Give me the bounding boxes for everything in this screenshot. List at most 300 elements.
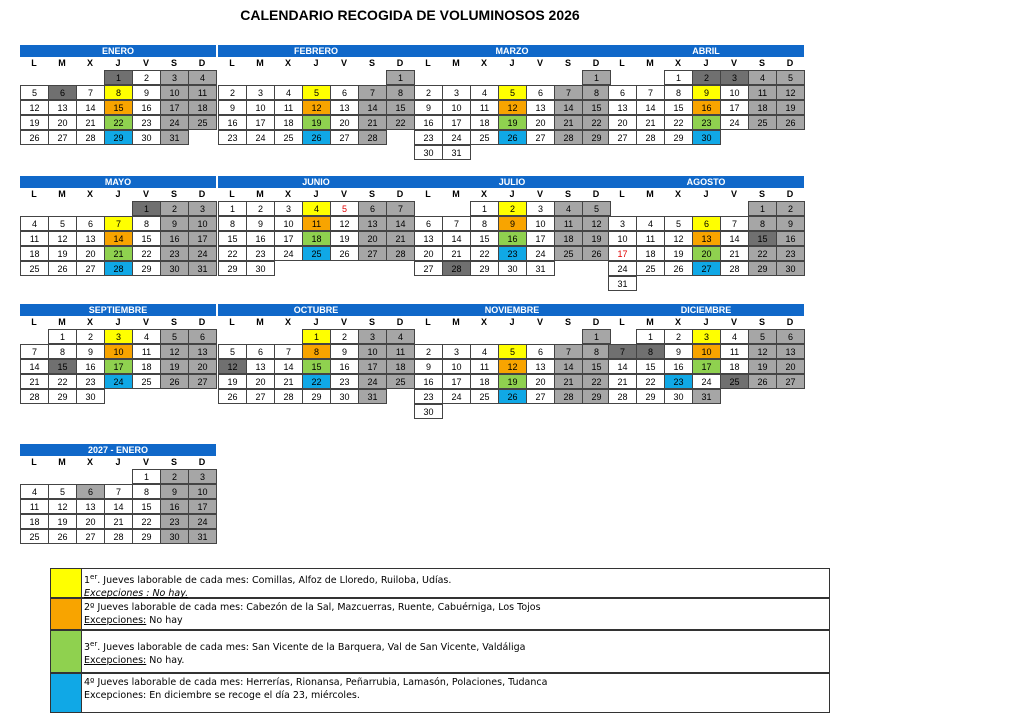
day-cell: 30 xyxy=(776,261,805,276)
day-cell: 4 xyxy=(636,216,665,231)
day-cell: 17 xyxy=(358,359,387,374)
day-cell: 18 xyxy=(188,100,217,115)
day-cell: 7 xyxy=(554,344,583,359)
day-cell: 31 xyxy=(358,389,387,404)
day-cell: 28 xyxy=(358,130,387,145)
weekday-label: X xyxy=(86,457,93,467)
weekday-label: D xyxy=(786,189,794,199)
day-cell: 6 xyxy=(76,484,105,499)
day-cell: 12 xyxy=(302,100,331,115)
day-cell: 12 xyxy=(218,359,247,374)
month-header: MARZO xyxy=(414,45,610,57)
month-header: ENERO xyxy=(20,45,216,57)
day-cell: 26 xyxy=(160,374,189,389)
day-cell: 23 xyxy=(692,115,721,130)
day-cell: 2 xyxy=(330,329,359,344)
weekday-label: V xyxy=(730,189,737,199)
weekday-label: X xyxy=(480,58,487,68)
day-cell: 15 xyxy=(302,359,331,374)
day-cell: 16 xyxy=(132,100,161,115)
day-cell: 5 xyxy=(48,484,77,499)
day-cell: 31 xyxy=(526,261,555,276)
day-cell: 28 xyxy=(608,389,637,404)
legend-exceptions: Excepciones: No hay xyxy=(84,615,183,626)
day-cell: 15 xyxy=(636,359,665,374)
day-cell: 19 xyxy=(582,231,611,246)
legend-swatch xyxy=(51,569,82,597)
day-cell: 17 xyxy=(246,115,275,130)
weekday-label: X xyxy=(480,189,487,199)
day-cell: 29 xyxy=(48,389,77,404)
day-cell: 28 xyxy=(76,130,105,145)
day-cell: 3 xyxy=(188,469,217,484)
day-cell: 3 xyxy=(246,85,275,100)
day-cell: 5 xyxy=(664,216,693,231)
day-cell: 21 xyxy=(104,246,133,261)
day-cell: 20 xyxy=(48,115,77,130)
day-cell: 3 xyxy=(608,216,637,231)
day-cell: 18 xyxy=(20,514,49,529)
day-cell: 6 xyxy=(776,329,805,344)
day-cell: 6 xyxy=(358,201,387,216)
day-cell: 26 xyxy=(776,115,805,130)
day-cell: 7 xyxy=(442,216,471,231)
day-cell: 30 xyxy=(498,261,527,276)
weekday-label: M xyxy=(646,58,654,68)
day-cell: 4 xyxy=(554,201,583,216)
weekday-label: L xyxy=(619,58,625,68)
day-cell: 6 xyxy=(76,216,105,231)
day-cell: 25 xyxy=(274,130,303,145)
day-cell: 3 xyxy=(442,85,471,100)
weekday-label: X xyxy=(674,189,681,199)
day-cell: 18 xyxy=(720,359,749,374)
weekday-label: S xyxy=(758,58,765,68)
day-cell: 2 xyxy=(414,344,443,359)
day-cell: 8 xyxy=(582,85,611,100)
day-cell: 2 xyxy=(414,85,443,100)
day-cell: 30 xyxy=(414,145,443,160)
day-cell: 21 xyxy=(636,115,665,130)
weekday-label: V xyxy=(730,317,737,327)
weekday-label: M xyxy=(646,189,654,199)
day-cell: 14 xyxy=(358,100,387,115)
day-cell: 20 xyxy=(776,359,805,374)
day-cell: 17 xyxy=(442,374,471,389)
day-cell: 28 xyxy=(554,389,583,404)
weekday-label: M xyxy=(452,189,460,199)
day-cell: 8 xyxy=(636,344,665,359)
day-cell: 12 xyxy=(498,359,527,374)
day-cell: 19 xyxy=(664,246,693,261)
day-cell: 21 xyxy=(442,246,471,261)
day-cell: 7 xyxy=(20,344,49,359)
day-cell: 16 xyxy=(160,231,189,246)
day-cell: 16 xyxy=(330,359,359,374)
day-cell: 26 xyxy=(748,374,777,389)
weekday-label: M xyxy=(452,317,460,327)
day-cell: 3 xyxy=(358,329,387,344)
day-cell: 11 xyxy=(188,85,217,100)
month-header: OCTUBRE xyxy=(218,304,414,316)
day-cell: 21 xyxy=(358,115,387,130)
day-cell: 29 xyxy=(218,261,247,276)
day-cell: 23 xyxy=(330,374,359,389)
day-cell: 26 xyxy=(48,261,77,276)
day-cell: 28 xyxy=(104,261,133,276)
day-cell: 9 xyxy=(414,100,443,115)
day-cell: 16 xyxy=(218,115,247,130)
day-cell: 23 xyxy=(76,374,105,389)
weekday-label: S xyxy=(368,58,375,68)
weekday-label: D xyxy=(592,317,600,327)
day-cell: 15 xyxy=(582,100,611,115)
day-cell: 10 xyxy=(160,85,189,100)
day-cell: 11 xyxy=(720,344,749,359)
day-cell: 1 xyxy=(48,329,77,344)
day-cell: 1 xyxy=(582,329,611,344)
day-cell: 27 xyxy=(330,130,359,145)
day-cell: 20 xyxy=(246,374,275,389)
day-cell: 23 xyxy=(160,246,189,261)
day-cell: 19 xyxy=(48,514,77,529)
day-cell: 24 xyxy=(188,514,217,529)
day-cell: 26 xyxy=(664,261,693,276)
day-cell: 14 xyxy=(554,100,583,115)
day-cell: 13 xyxy=(526,100,555,115)
weekday-label: V xyxy=(142,58,149,68)
weekday-label: S xyxy=(170,189,177,199)
weekday-label: L xyxy=(425,317,431,327)
day-cell: 2 xyxy=(218,85,247,100)
day-cell: 12 xyxy=(582,216,611,231)
weekday-label: X xyxy=(86,317,93,327)
legend-description: 4º Jueves laborable de cada mes: Herrerías, Rionansa, Peñarrubia, Lamasón, Polaciones, Tudanca xyxy=(84,677,548,688)
day-cell: 12 xyxy=(776,85,805,100)
day-cell: 14 xyxy=(554,359,583,374)
weekday-label: J xyxy=(313,189,319,199)
day-cell: 13 xyxy=(414,231,443,246)
day-cell: 15 xyxy=(748,231,777,246)
day-cell: 4 xyxy=(470,344,499,359)
day-cell: 21 xyxy=(76,115,105,130)
day-cell: 5 xyxy=(582,201,611,216)
day-cell: 1 xyxy=(664,70,693,85)
day-cell: 13 xyxy=(692,231,721,246)
day-cell: 23 xyxy=(246,246,275,261)
day-cell: 9 xyxy=(246,216,275,231)
day-cell: 30 xyxy=(692,130,721,145)
day-cell: 20 xyxy=(608,115,637,130)
month-header: SEPTIEMBRE xyxy=(20,304,216,316)
day-cell: 29 xyxy=(132,261,161,276)
day-cell: 10 xyxy=(358,344,387,359)
day-cell: 25 xyxy=(20,261,49,276)
day-cell: 13 xyxy=(776,344,805,359)
day-cell: 10 xyxy=(692,344,721,359)
weekday-label: M xyxy=(256,189,264,199)
weekday-label: S xyxy=(564,58,571,68)
day-cell: 29 xyxy=(132,529,161,544)
weekday-label: L xyxy=(31,189,37,199)
day-cell: 17 xyxy=(526,231,555,246)
day-cell: 5 xyxy=(776,70,805,85)
day-cell: 9 xyxy=(330,344,359,359)
day-cell: 22 xyxy=(664,115,693,130)
day-cell: 10 xyxy=(442,100,471,115)
day-cell: 28 xyxy=(20,389,49,404)
day-cell: 3 xyxy=(104,329,133,344)
day-cell: 5 xyxy=(498,344,527,359)
weekday-label: L xyxy=(619,189,625,199)
day-cell: 16 xyxy=(498,231,527,246)
day-cell: 20 xyxy=(188,359,217,374)
weekday-label: J xyxy=(115,58,121,68)
day-cell: 17 xyxy=(692,359,721,374)
day-cell: 2 xyxy=(246,201,275,216)
weekday-label: D xyxy=(592,189,600,199)
day-cell: 29 xyxy=(582,389,611,404)
day-cell: 14 xyxy=(636,100,665,115)
day-cell: 30 xyxy=(330,389,359,404)
day-cell: 20 xyxy=(526,374,555,389)
day-cell: 22 xyxy=(582,115,611,130)
day-cell: 14 xyxy=(20,359,49,374)
day-cell: 9 xyxy=(160,484,189,499)
month-header: DICIEMBRE xyxy=(608,304,804,316)
weekday-label: X xyxy=(674,58,681,68)
weekday-label: V xyxy=(536,58,543,68)
day-cell: 7 xyxy=(386,201,415,216)
weekday-label: V xyxy=(730,58,737,68)
day-cell: 2 xyxy=(664,329,693,344)
day-cell: 7 xyxy=(720,216,749,231)
day-cell: 5 xyxy=(498,85,527,100)
day-cell: 4 xyxy=(302,201,331,216)
day-cell: 4 xyxy=(20,216,49,231)
day-cell: 29 xyxy=(302,389,331,404)
month-header: ABRIL xyxy=(608,45,804,57)
weekday-label: D xyxy=(198,58,206,68)
day-cell: 27 xyxy=(526,130,555,145)
day-cell: 8 xyxy=(582,344,611,359)
day-cell: 1 xyxy=(104,70,133,85)
legend-row xyxy=(50,598,830,630)
day-cell: 22 xyxy=(748,246,777,261)
day-cell: 12 xyxy=(664,231,693,246)
day-cell: 25 xyxy=(386,374,415,389)
day-cell: 6 xyxy=(188,329,217,344)
day-cell: 27 xyxy=(76,261,105,276)
day-cell: 1 xyxy=(470,201,499,216)
weekday-label: L xyxy=(229,189,235,199)
weekday-label: M xyxy=(58,189,66,199)
day-cell: 20 xyxy=(330,115,359,130)
day-cell: 13 xyxy=(608,100,637,115)
legend-exceptions: Excepciones : No hay. xyxy=(84,588,189,600)
day-cell: 18 xyxy=(636,246,665,261)
day-cell: 27 xyxy=(358,246,387,261)
month-header: FEBRERO xyxy=(218,45,414,57)
day-cell: 9 xyxy=(132,85,161,100)
legend-row xyxy=(50,568,830,598)
day-cell: 22 xyxy=(218,246,247,261)
day-cell: 7 xyxy=(104,216,133,231)
day-cell: 8 xyxy=(748,216,777,231)
weekday-label: L xyxy=(229,317,235,327)
day-cell: 31 xyxy=(608,276,637,291)
day-cell: 11 xyxy=(302,216,331,231)
weekday-label: D xyxy=(396,317,404,327)
weekday-label: X xyxy=(284,317,291,327)
day-cell: 3 xyxy=(720,70,749,85)
weekday-label: D xyxy=(198,457,206,467)
day-cell: 26 xyxy=(582,246,611,261)
day-cell: 28 xyxy=(104,529,133,544)
day-cell: 28 xyxy=(636,130,665,145)
day-cell: 8 xyxy=(132,484,161,499)
day-cell: 15 xyxy=(582,359,611,374)
day-cell: 7 xyxy=(358,85,387,100)
day-cell: 2 xyxy=(160,201,189,216)
day-cell: 4 xyxy=(132,329,161,344)
weekday-label: M xyxy=(256,58,264,68)
legend-exceptions: Excepciones: En diciembre se recoge el día 23, miércoles. xyxy=(84,690,360,701)
day-cell: 20 xyxy=(692,246,721,261)
legend-swatch xyxy=(51,674,82,712)
day-cell: 5 xyxy=(330,201,359,216)
day-cell: 20 xyxy=(526,115,555,130)
weekday-label: M xyxy=(58,457,66,467)
weekday-label: S xyxy=(368,189,375,199)
day-cell: 23 xyxy=(218,130,247,145)
day-cell: 24 xyxy=(720,115,749,130)
weekday-label: J xyxy=(509,317,515,327)
day-cell: 7 xyxy=(554,85,583,100)
day-cell: 24 xyxy=(608,261,637,276)
day-cell: 4 xyxy=(748,70,777,85)
day-cell: 1 xyxy=(302,329,331,344)
month-header: JUNIO xyxy=(218,176,414,188)
legend-swatch xyxy=(51,631,82,672)
day-cell: 13 xyxy=(76,231,105,246)
day-cell: 21 xyxy=(274,374,303,389)
day-cell: 11 xyxy=(470,100,499,115)
day-cell: 8 xyxy=(664,85,693,100)
day-cell: 31 xyxy=(160,130,189,145)
day-cell: 12 xyxy=(48,499,77,514)
day-cell: 16 xyxy=(414,374,443,389)
day-cell: 20 xyxy=(358,231,387,246)
day-cell: 3 xyxy=(160,70,189,85)
day-cell: 18 xyxy=(386,359,415,374)
day-cell: 14 xyxy=(274,359,303,374)
day-cell: 10 xyxy=(274,216,303,231)
day-cell: 3 xyxy=(442,344,471,359)
day-cell: 15 xyxy=(132,499,161,514)
day-cell: 1 xyxy=(582,70,611,85)
day-cell: 25 xyxy=(554,246,583,261)
day-cell: 10 xyxy=(246,100,275,115)
day-cell: 3 xyxy=(274,201,303,216)
day-cell: 27 xyxy=(692,261,721,276)
day-cell: 2 xyxy=(692,70,721,85)
day-cell: 19 xyxy=(498,374,527,389)
day-cell: 24 xyxy=(692,374,721,389)
day-cell: 15 xyxy=(386,100,415,115)
weekday-label: X xyxy=(480,317,487,327)
day-cell: 14 xyxy=(104,499,133,514)
weekday-label: J xyxy=(703,317,709,327)
day-cell: 22 xyxy=(302,374,331,389)
day-cell: 5 xyxy=(748,329,777,344)
weekday-label: S xyxy=(758,317,765,327)
day-cell: 25 xyxy=(748,115,777,130)
day-cell: 22 xyxy=(582,374,611,389)
weekday-label: J xyxy=(703,189,709,199)
weekday-label: L xyxy=(31,317,37,327)
day-cell: 5 xyxy=(20,85,49,100)
weekday-label: L xyxy=(31,58,37,68)
day-cell: 14 xyxy=(720,231,749,246)
day-cell: 22 xyxy=(132,514,161,529)
day-cell: 29 xyxy=(748,261,777,276)
day-cell: 2 xyxy=(132,70,161,85)
day-cell: 14 xyxy=(386,216,415,231)
weekday-label: S xyxy=(564,317,571,327)
day-cell: 6 xyxy=(414,216,443,231)
weekday-label: M xyxy=(256,317,264,327)
day-cell: 2 xyxy=(498,201,527,216)
legend-exceptions: Excepciones: No hay. xyxy=(84,655,185,667)
day-cell: 4 xyxy=(188,70,217,85)
day-cell: 31 xyxy=(188,261,217,276)
day-cell: 12 xyxy=(20,100,49,115)
weekday-label: L xyxy=(619,317,625,327)
day-cell: 15 xyxy=(104,100,133,115)
day-cell: 9 xyxy=(664,344,693,359)
day-cell: 19 xyxy=(20,115,49,130)
month-header: MAYO xyxy=(20,176,216,188)
day-cell: 21 xyxy=(386,231,415,246)
day-cell: 11 xyxy=(132,344,161,359)
weekday-label: L xyxy=(31,457,37,467)
day-cell: 19 xyxy=(330,231,359,246)
weekday-label: V xyxy=(340,189,347,199)
day-cell: 4 xyxy=(470,85,499,100)
weekday-label: X xyxy=(86,189,93,199)
weekday-label: S xyxy=(170,58,177,68)
day-cell: 6 xyxy=(526,344,555,359)
day-cell: 9 xyxy=(776,216,805,231)
day-cell: 23 xyxy=(132,115,161,130)
day-cell: 7 xyxy=(274,344,303,359)
day-cell: 17 xyxy=(188,499,217,514)
day-cell: 22 xyxy=(386,115,415,130)
day-cell: 1 xyxy=(218,201,247,216)
day-cell: 26 xyxy=(302,130,331,145)
day-cell: 6 xyxy=(330,85,359,100)
day-cell: 12 xyxy=(48,231,77,246)
weekday-label: V xyxy=(340,58,347,68)
day-cell: 5 xyxy=(218,344,247,359)
day-cell: 18 xyxy=(470,115,499,130)
day-cell: 15 xyxy=(218,231,247,246)
day-cell: 7 xyxy=(76,85,105,100)
day-cell: 17 xyxy=(104,359,133,374)
day-cell: 10 xyxy=(720,85,749,100)
day-cell: 9 xyxy=(692,85,721,100)
